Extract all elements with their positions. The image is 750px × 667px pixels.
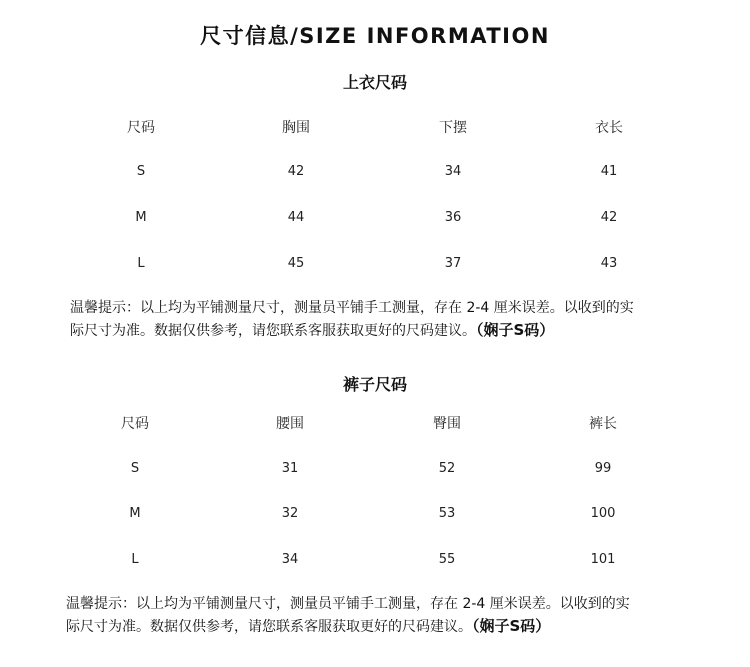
pants-s-hip: 52 (438, 461, 456, 476)
tops-m-hem: 36 (444, 210, 462, 225)
pants-col-length: 裤长 (589, 416, 617, 432)
tops-note-line-2-wrap (70, 319, 710, 342)
pants-m-length: 100 (590, 506, 616, 521)
pants-note-line-2: 际尺寸为准。数据仅供参考，请您联系客服获取更好的尺码建议。 (66, 619, 472, 635)
tops-note (70, 297, 710, 342)
pants-col-size: 尺码 (121, 416, 149, 432)
tops-s-hem: 34 (444, 164, 462, 179)
pants-s-size: S (130, 461, 140, 476)
tops-m-chest: 44 (287, 210, 305, 225)
tops-l-chest: 45 (287, 256, 305, 271)
tops-s-chest: 42 (287, 164, 305, 179)
pants-s-waist: 31 (281, 461, 299, 476)
pants-l-waist: 34 (281, 552, 299, 567)
pants-note (66, 593, 706, 638)
tops-m-size: M (135, 210, 147, 225)
pants-m-hip: 53 (438, 506, 456, 521)
pants-l-length: 101 (590, 552, 616, 567)
pants-l-size: L (131, 552, 139, 567)
tops-col-hem: 下摆 (439, 120, 467, 136)
tops-note-emphasis: （娴子S码） (476, 321, 555, 339)
pants-note-emphasis: （娴子S码） (472, 617, 551, 635)
tops-s-size: S (136, 164, 146, 179)
tops-l-hem: 37 (444, 256, 462, 271)
pants-col-hip: 臀围 (433, 416, 461, 432)
tops-l-size: L (137, 256, 145, 271)
tops-col-size: 尺码 (127, 120, 155, 136)
pants-note-line-1: 温馨提示：以上均为平铺测量尺寸，测量员平铺手工测量，存在 2-4 厘米误差。以收到的实 (66, 596, 630, 612)
tops-col-chest: 胸围 (282, 120, 310, 136)
pants-l-hip: 55 (438, 552, 456, 567)
tops-note-line-1: 温馨提示：以上均为平铺测量尺寸，测量员平铺手工测量，存在 2-4 厘米误差。以收到的实 (70, 300, 634, 316)
pants-heading: 裤子尺码 (342, 375, 407, 394)
tops-heading: 上衣尺码 (342, 73, 407, 92)
tops-s-length: 41 (600, 164, 618, 179)
pants-m-waist: 32 (281, 506, 299, 521)
page-title: 尺寸信息/SIZE INFORMATION (200, 24, 550, 48)
pants-col-waist: 腰围 (276, 416, 304, 432)
pants-m-size: M (129, 506, 141, 521)
pants-note-line-2-wrap (66, 615, 706, 638)
pants-s-length: 99 (594, 461, 612, 476)
tops-note-line-2: 际尺寸为准。数据仅供参考，请您联系客服获取更好的尺码建议。 (70, 323, 476, 339)
tops-m-length: 42 (600, 210, 618, 225)
tops-l-length: 43 (600, 256, 618, 271)
tops-col-length: 衣长 (595, 120, 623, 136)
